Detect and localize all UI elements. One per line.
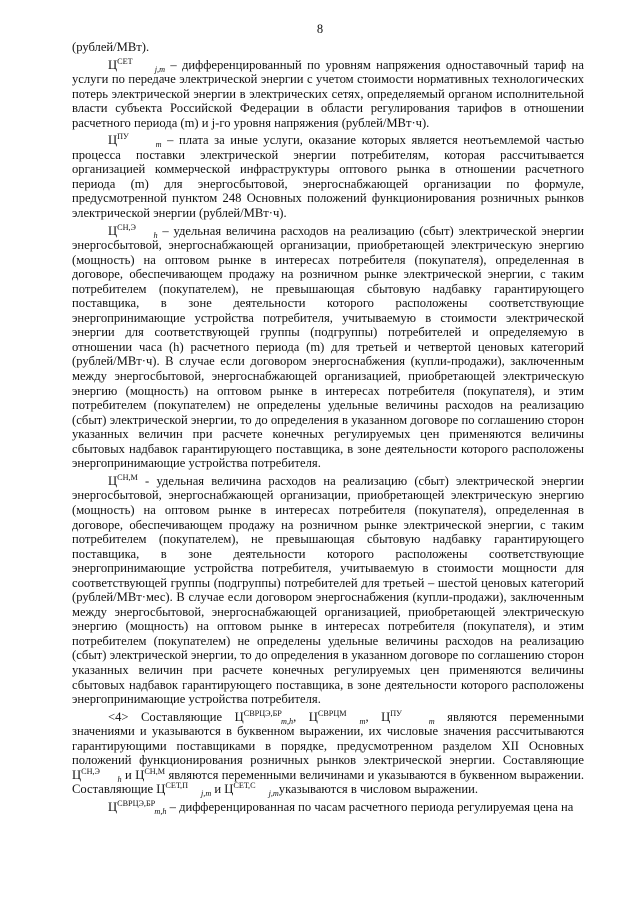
paragraph-text: указываются в числовом выражении. [278, 782, 479, 797]
paragraph [72, 40, 584, 55]
page-number: 8 [316, 22, 324, 36]
formula-symbol [135, 768, 165, 782]
paragraph-text: являются переменными величинами и указываются в буквенном выражении. Составляющие [72, 767, 584, 797]
formula-symbol [108, 474, 138, 488]
symbol-base: Ц [108, 473, 118, 488]
paragraph-text: - удельная величина расходов на реализацию (сбыт) электрической энергии энергосбытовой, энергоснабжающей организации, приобретающей электрическую энергию (мощность) на оптовом рынке в интересах потребителя (покупателя), определенная в договоре, обеспечивающем продажу на розничном рынке электрической энергии, с таким потребителем (покупателем), не превышающая сбытовую надбавку гарантирующего поставщика, в зоне деятельности которого расположены соответствующие энергопринимающие устройства потребителя, учитываемую в стоимости мощности для соответствующей группы (подгруппы) потребителей для третьей – шестой ценовых категорий (рублей/МВт·мес). В случае если договором энергоснабжения (купли-продажи), заключенным между энергосбытовой, энергоснабжающей организацией, приобретающей электрическую энергию (мощность) на оптовом рынке в интересах потребителя (покупателя), и этим потребителем (покупателем) не определены удельные величины расходов на реализацию (сбыт) электрической энергии, то до определения в указанном договоре по соглашению сторон указанных величин при расчете конечных регулируемых цен применяются величины сбытовых надбавок гарантирующего поставщика, в зоне деятельности которого расположены энергопринимающие устройства потребителя. [72, 473, 584, 707]
paragraph-text: – дифференцированный по уровням напряжения одноставочный тариф на услуги по передаче электрической энергии с учетом стоимости нормативных технологических потерь электрической энергии в электрических сетях, определяемый органом исполнительной власти субъекта Российской Федерации в области регулирования тарифов в отношении расчетного периода (m) и j-го уровня напряжения (рублей/МВт·ч). [72, 57, 584, 130]
formula-symbol: $Ц^{СН,Э}h$ [72, 766, 122, 784]
symbol-superscript: СН,Э [117, 222, 136, 232]
paragraph [72, 474, 584, 707]
paragraph-text: – плата за иные услуги, оказание которых является неотъемлемой частью процесса поставки электрической энергии потребителям, которая рассчитывается организацией коммерческой инфраструктуры оптового рынка в отношении расчетного периода (m) для энергосбытовой, энергоснабжающей организации по формуле, предусмотренной пунктом 248 Основных положений функционирования розничных рынков электрической энергии (рублей/МВт·ч). [72, 133, 584, 221]
symbol-superscript: СН,М [117, 472, 138, 482]
symbol-base: Ц [72, 767, 82, 782]
symbol-base: Ц [156, 782, 166, 797]
paragraph-text: <4> Составляющие [108, 709, 235, 724]
symbol-base: Ц [108, 223, 118, 238]
formula-symbol: $Ц^{СВРЦЭ,БР}m,h$ [108, 798, 167, 816]
paragraph-text: – удельная величина расходов на реализацию (сбыт) электрической энергии энергосбытовой, энергоснабжающей организации, приобретающей электрическую энергию (мощность) на оптовом рынке в интересах потребителя (покупателя), определенная в договоре, обеспечивающем продажу на розничном рынке электрической энергии, с таким потребителем (покупателем), не превышающая сбытовую надбавку гарантирующего поставщика, в зоне деятельности которого расположены соответствующие энергопринимающие устройства потребителя, учитываемую в стоимости электрической энергии для соответствующей группы (подгруппы) потребителей и определяемую в отношении часа (h) расчетного периода (m) для третьей и четвертой ценовых категорий (рублей/МВт·ч). В случае если договором энергоснабжения (купли-продажи), заключенным между энергосбытовой, энергоснабжающей организацией, приобретающей электрическую энергию (мощность) на оптовом рынке в интересах потребителя (покупателя), и этим потребителем (покупателем) не определены удельные величины расходов на реализацию (сбыт) электрической энергии, то до определения в указанном договоре по соглашению сторон указанных величин при расчете конечных регулируемых цен применяются величины сбытовых надбавок гарантирующего поставщика, в зоне деятельности которого расположены энергопринимающие устройства потребителя. [72, 223, 584, 471]
symbol-base: Ц [108, 133, 118, 148]
paragraph [72, 710, 584, 797]
paragraph [72, 133, 584, 220]
paragraph-text: и [121, 767, 136, 782]
paragraph-text: и [211, 782, 225, 797]
document-body [72, 40, 584, 817]
symbol-base: Ц [224, 782, 234, 797]
symbol-superscript: СН,М [144, 766, 166, 776]
symbol-superscript: СН,Э [81, 766, 100, 776]
paragraph-text: , [293, 709, 309, 724]
paragraph-text: , [365, 709, 382, 724]
paragraph [72, 800, 584, 815]
paragraph-text: являются переменными значениями и указываются в буквенном выражении, их числовые значения рассчитываются гарантирующими поставщиками в порядке, предусмотренном разделом XII Основных положений функционирования розничных рынков электрической энергии. Составляющие [72, 709, 584, 768]
symbol-base: Ц [234, 709, 244, 724]
formula-symbol: $Ц^{СЕТ}j,m$ [108, 56, 166, 74]
formula-symbol: $Ц^{СН,Э}h$ [108, 222, 158, 240]
paragraph [72, 58, 584, 131]
paragraph-text: – дифференцированная по часам расчетного периода регулируемая цена на [166, 799, 574, 814]
symbol-superscript: СЕТ [117, 56, 133, 66]
formula-symbol: $Ц^{СВРЦМ}m$ [308, 708, 366, 726]
formula-symbol: $Ц^{СВРЦЭ,БР}m,h$ [234, 708, 294, 726]
formula-symbol: $Ц^{ПУ}m$ [108, 132, 162, 150]
symbol-superscript: ПУ [117, 132, 129, 142]
symbol-base: Ц [381, 709, 391, 724]
symbol-superscript: СЕТ,П [165, 781, 189, 791]
symbol-base: Ц [108, 799, 118, 814]
formula-symbol: $Ц^{СЕТ,П}j,m$ [156, 781, 212, 799]
symbol-superscript: СВРЦМ [317, 708, 347, 718]
symbol-base: Ц [108, 57, 118, 72]
formula-symbol: $Ц^{СЕТ,С}j,m$ [224, 781, 279, 799]
formula-symbol: $Ц^{ПУ}m$ [381, 708, 435, 726]
symbol-superscript: СЕТ,С [233, 781, 256, 791]
symbol-superscript: СВРЦЭ,БР [117, 798, 156, 808]
symbol-base: Ц [308, 709, 318, 724]
symbol-base: Ц [135, 767, 145, 782]
paragraph-text: (рублей/МВт). [72, 40, 150, 54]
paragraph [72, 224, 584, 471]
symbol-superscript: ПУ [390, 708, 402, 718]
symbol-superscript: СВРЦЭ,БР [243, 708, 282, 718]
